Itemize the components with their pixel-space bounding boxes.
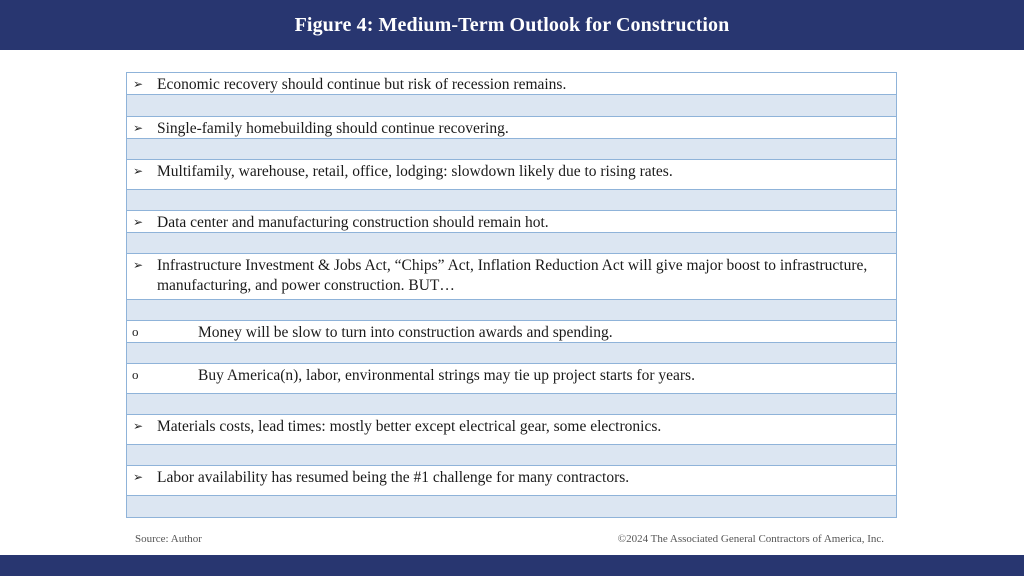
table-row xyxy=(127,466,896,496)
blank-row xyxy=(127,95,896,117)
table-row xyxy=(127,321,896,343)
circle-bullet-icon: o xyxy=(132,324,139,339)
table-row xyxy=(127,117,896,139)
arrow-bullet-icon: ➢ xyxy=(133,164,144,178)
blank-row xyxy=(127,394,896,415)
row-text: Money will be slow to turn into construction awards and spending. xyxy=(198,324,613,341)
table-row xyxy=(127,73,896,95)
row-text: Multifamily, warehouse, retail, office, lodging: slowdown likely due to rising rates. xyxy=(157,163,673,180)
blank-row xyxy=(127,190,896,211)
arrow-bullet-icon: ➢ xyxy=(133,77,144,91)
blank-row xyxy=(127,496,896,517)
blank-row xyxy=(127,343,896,364)
arrow-bullet-icon: ➢ xyxy=(133,215,144,229)
row-text: Single-family homebuilding should continue recovering. xyxy=(157,120,509,137)
table-row xyxy=(127,211,896,233)
blank-row xyxy=(127,445,896,466)
table-row xyxy=(127,364,896,394)
arrow-bullet-icon: ➢ xyxy=(133,419,144,433)
arrow-bullet-icon: ➢ xyxy=(133,121,144,135)
footer-bar xyxy=(0,555,1024,576)
row-text: Infrastructure Investment & Jobs Act, “Chips” Act, Inflation Reduction Act will give major boost to infrastructure, manufacturing, and power construction. BUT… xyxy=(157,257,868,294)
blank-row xyxy=(127,139,896,160)
row-text: Buy America(n), labor, environmental strings may tie up project starts for years. xyxy=(198,367,695,384)
title-bar xyxy=(0,0,1024,50)
arrow-bullet-icon: ➢ xyxy=(133,258,144,272)
row-text: Data center and manufacturing construction should remain hot. xyxy=(157,214,549,231)
circle-bullet-icon: o xyxy=(132,367,139,382)
row-text: Economic recovery should continue but risk of recession remains. xyxy=(157,76,567,93)
blank-row xyxy=(127,233,896,254)
arrow-bullet-icon: ➢ xyxy=(133,470,144,484)
table-row xyxy=(127,415,896,445)
table-row xyxy=(127,254,896,300)
table-row xyxy=(127,160,896,190)
outlook-table xyxy=(126,72,897,518)
row-text: Materials costs, lead times: mostly better except electrical gear, some electronics. xyxy=(157,418,662,435)
copyright-note: ©2024 The Associated General Contractors of America, Inc. xyxy=(617,533,884,545)
source-note: Source: Author xyxy=(135,533,202,545)
page-title: Figure 4: Medium-Term Outlook for Construction xyxy=(294,13,730,36)
row-text: Labor availability has resumed being the #1 challenge for many contractors. xyxy=(157,469,630,486)
blank-row xyxy=(127,300,896,321)
